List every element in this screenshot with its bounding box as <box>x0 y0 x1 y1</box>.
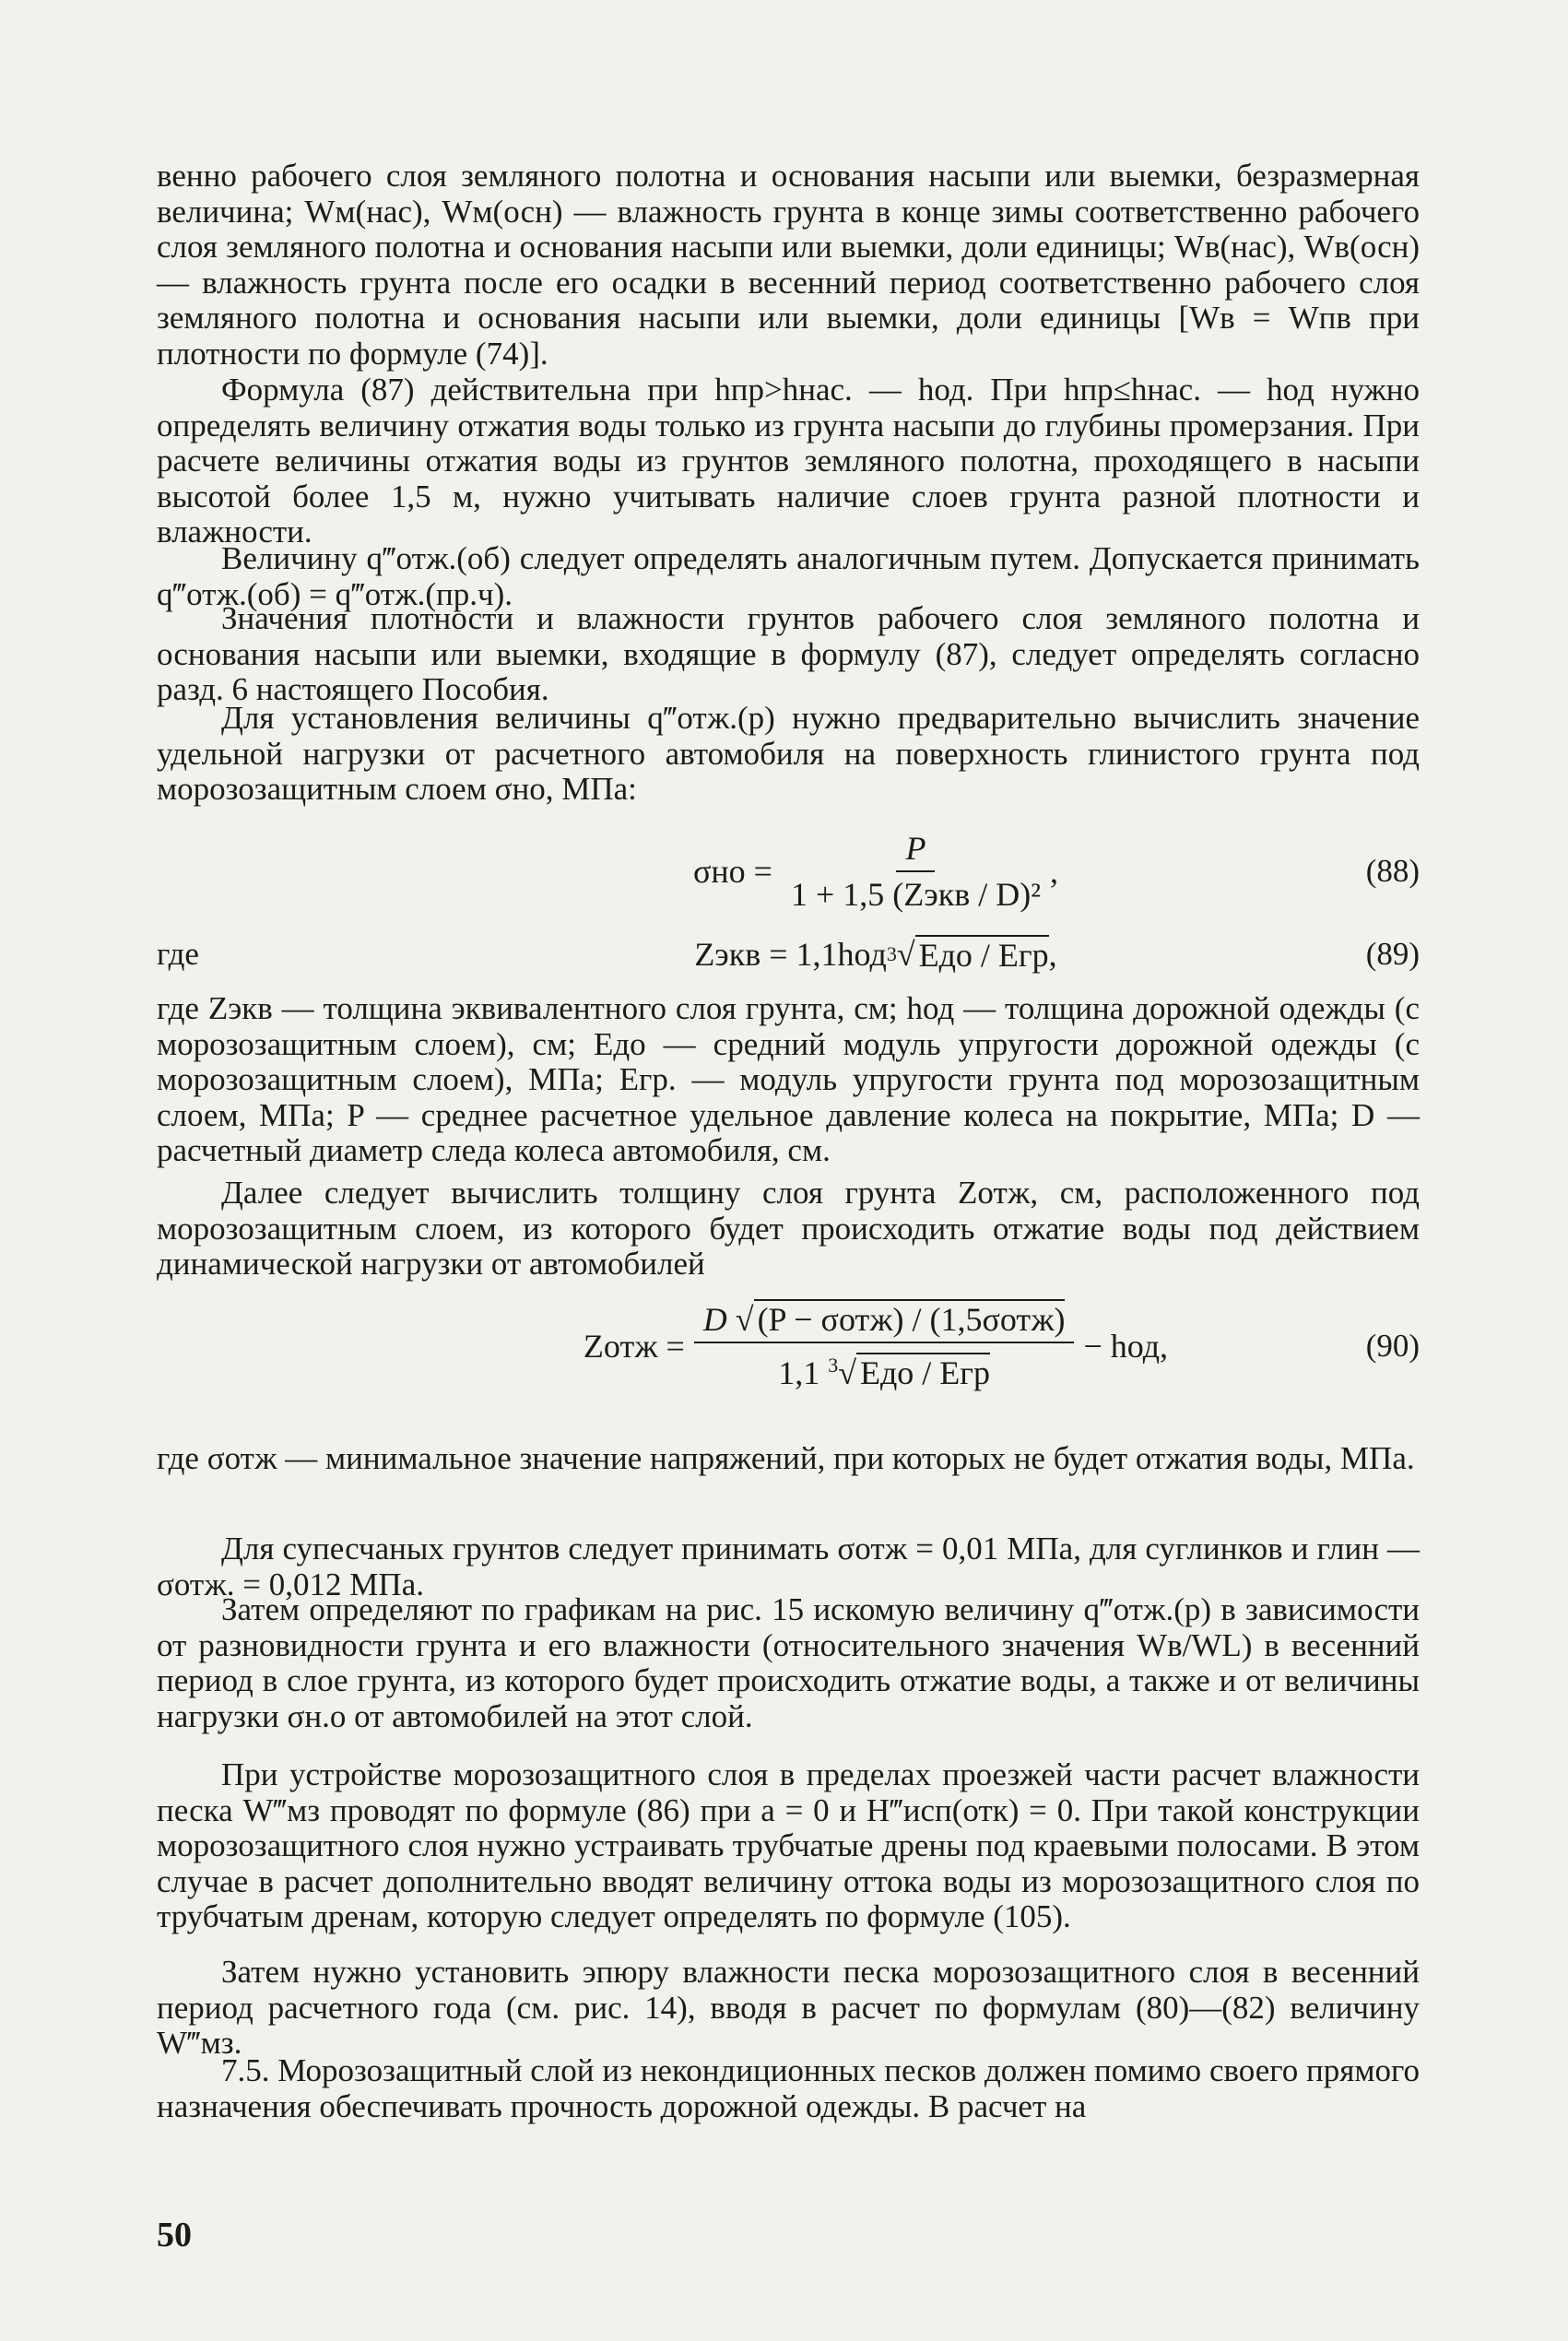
formula-89-lhs: Zэкв = 1,1hод <box>694 936 887 973</box>
formula-88-denominator: 1 + 1,5 (Zэкв / D)² <box>790 876 1041 913</box>
formula-90 <box>332 1286 1420 1406</box>
formula-89-tail: , <box>1048 936 1057 973</box>
formula-90-den-radicand: Eдо / Eгр <box>856 1353 990 1391</box>
formula-90-den-prefix: 1,1 <box>778 1354 820 1391</box>
formula-89-radicand: Eдо / Eгр <box>915 935 1049 974</box>
formula-90-numerator: D √ (P − σотж) / (1,5σотж) <box>694 1301 1075 1343</box>
formula-88-tail: , <box>1050 853 1058 890</box>
formula-88-fraction <box>782 830 1050 913</box>
paragraph-5: Для установления величины q‴отж.(р) нужно предварительно вычислить значение удельной нагрузки от расчетного автомобиля на поверхность глинистого грунта под морозозащитным слоем σно, МПа: <box>157 700 1420 807</box>
formula-88-number: (88) <box>1365 853 1420 889</box>
formula-89: Zэкв = 1,1hод 3 √ Eдо / Eгр , (89) <box>694 936 1420 974</box>
formula-90-den-root-index: 3 <box>828 1354 839 1377</box>
formula-90-lhs: Zотж = <box>583 1328 685 1365</box>
formula-90-fraction <box>694 1301 1075 1391</box>
formula-88 <box>332 825 1420 917</box>
formula-88-numerator: P <box>896 830 935 872</box>
formula-90-num-prefix: D <box>702 1301 727 1338</box>
paragraph-7: Далее следует вычислить толщину слоя грунта Zотж, см, расположенного под морозозащитным слоем, из которого будет происходить отжатие воды под действием динамической нагрузки от автомобилей <box>157 1175 1420 1282</box>
formula-90-number: (90) <box>1365 1328 1420 1364</box>
where-label: где <box>157 936 199 972</box>
paragraph-2: Формула (87) действительна при hпр>hнас. — hод. При hпр≤hнас. — hод нужно определять величину отжатия воды только из грунта насыпи до глубины промерзания. При расчете величины отжатия воды из грунтов земляного полотна, проходящего в насыпи высотой более 1,5 м, нужно учитывать наличие слоев грунта разной плотности и влажности. <box>157 372 1420 550</box>
formula-89-number: (89) <box>1365 936 1420 972</box>
paragraph-9: Для супесчаных грунтов следует принимать σотж = 0,01 МПа, для суглинков и глин — σотж. = 0,012 МПа. <box>157 1531 1420 1602</box>
paragraph-11: При устройстве морозозащитного слоя в пределах проезжей части расчет влажности песка W‴мз проводят по формуле (86) при a = 0 и H‴исп(отк) = 0. При такой конструкции морозозащитного слоя нужно устраивать трубчатые дрены под краевыми полосами. В этом случае в расчет дополнительно вводят величину оттока воды из морозозащитного слоя по трубчатым дренам, которую следует определять по формуле (105). <box>157 1756 1420 1934</box>
paragraph-3: Величину q‴отж.(об) следует определять аналогичным путем. Допускается принимать q‴отж.(об) = q‴отж.(пр.ч). <box>157 540 1420 612</box>
formula-89-root-index: 3 <box>886 942 897 965</box>
page-number: 50 <box>157 2216 192 2254</box>
formula-90-num-radicand: (P − σотж) / (1,5σотж) <box>754 1299 1066 1338</box>
formula-90-denominator: 1,1 $^3$√ Eдо / Eгр <box>778 1354 991 1391</box>
formula-90-tail: − hод, <box>1083 1328 1169 1365</box>
paragraph-12: Затем нужно установить эпюру влажности песка морозозащитного слоя в весенний период расчетного года (см. рис. 14), вводя в расчет по формулам (80)—(82) величину W‴мз. <box>157 1954 1420 2061</box>
paragraph-13: 7.5. Морозозащитный слой из некондиционных песков должен помимо своего прямого назначения обеспечивать прочность дорожной одежды. В расчет на <box>157 2052 1420 2124</box>
paragraph-10: Затем определяют по графикам на рис. 15 искомую величину q‴отж.(р) в зависимости от разновидности грунта и его влажности (относительного значения Wв/WL) в весенний период в слое грунта, из которого будет происходить отжатие воды, а также и от величины нагрузки σн.о от автомобилей на этот слой. <box>157 1591 1420 1734</box>
paragraph-8: где σотж — минимальное значение напряжений, при которых не будет отжатия воды, МПа. <box>157 1440 1415 1476</box>
paragraph-6: где Zэкв — толщина эквивалентного слоя грунта, см; hод — толщина дорожной одежды (с морозозащитным слоем), см; Eдо — средний модуль упругости дорожной одежды (с морозозащитным слоем), МПа; Eгр. — модуль упругости грунта под морозозащитным слоем, МПа; P — среднее расчетное удельное давление колеса на покрытие, МПа; D — расчетный диаметр следа колеса автомобиля, см. <box>157 990 1420 1168</box>
formula-88-lhs: σно = <box>693 853 772 890</box>
paragraph-4: Значения плотности и влажности грунтов рабочего слоя земляного полотна и основания насыпи или выемки, входящие в формулу (87), следует определять согласно разд. 6 настоящего Пособия. <box>157 600 1420 707</box>
paragraph-1: венно рабочего слоя земляного полотна и основания насыпи или выемки, безразмерная величина; Wм(нас), Wм(осн) — влажность грунта в конце зимы соответственно рабочего слоя земляного полотна и основания насыпи или выемки, доли единицы; Wв(нас), Wв(осн) — влажность грунта после его осадки в весенний период соответственно рабочего слоя земляного полотна и основания насыпи или выемки, доли единицы [Wв = Wпв при плотности по формуле (74)]. <box>157 158 1420 372</box>
